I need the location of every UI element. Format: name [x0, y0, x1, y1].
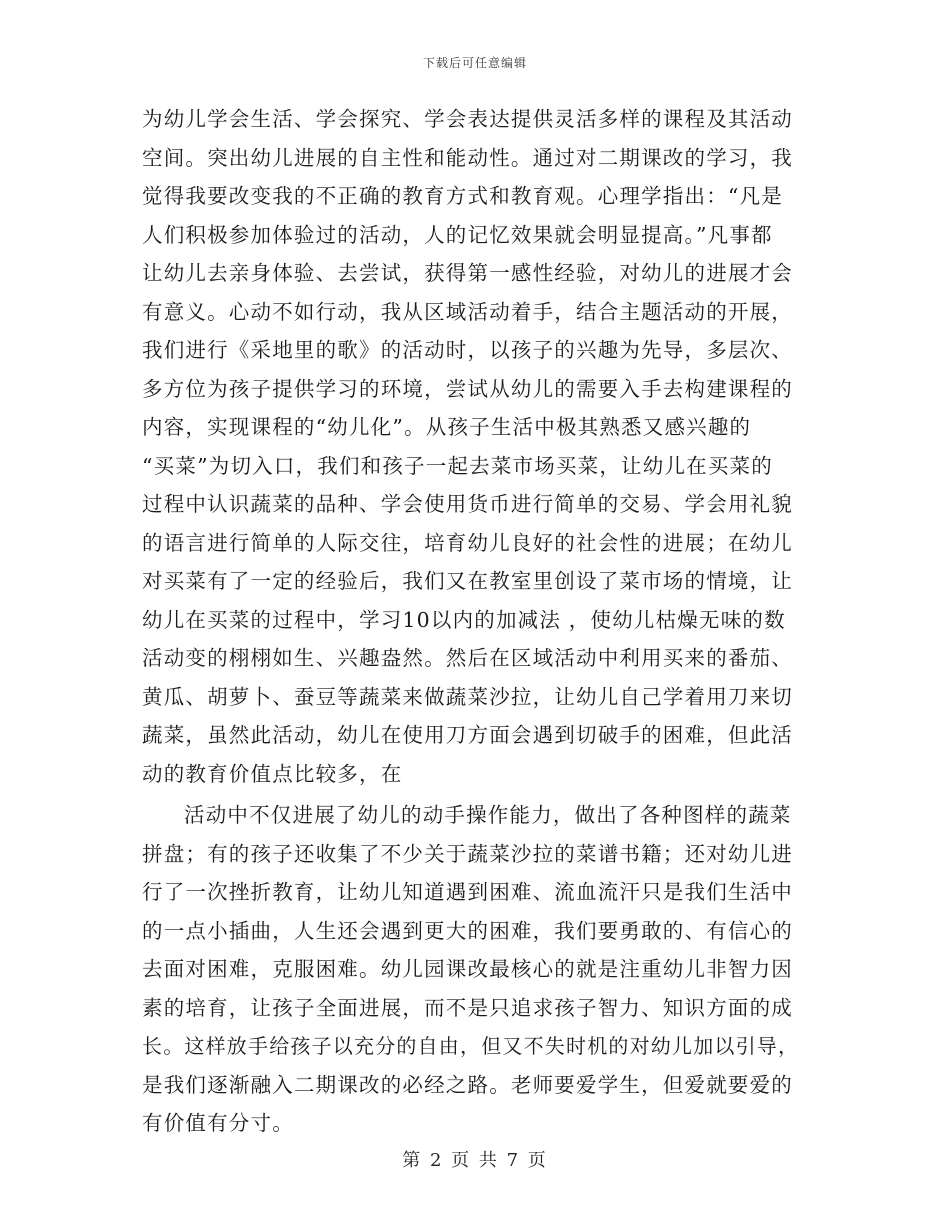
- text-line: “买菜”为切入口，我们和孩子一起去菜市场买菜，让幼儿在买菜的: [142, 453, 773, 478]
- text-line: 让幼儿去亲身体验、去尝试，获得第一感性经验，对幼儿的进展才会: [142, 261, 793, 285]
- text-line: 人们积极参加体验过的活动，人的记忆效果就会明显提高。”凡事都: [142, 222, 773, 247]
- text-line: 是我们逐渐融入二期课改的必经之路。老师要爱学生，但爱就要爱的: [142, 1072, 793, 1097]
- paragraph-2: [142, 796, 812, 1143]
- page-header: 下载后可任意编辑: [422, 56, 527, 70]
- text-line: 有价值有分寸。: [142, 1111, 294, 1135]
- text-line: 蔬菜，虽然此活动，幼儿在使用刀方面会遇到切破手的困难，但此活: [142, 723, 793, 747]
- text-line: 空间。突出幼儿进展的自主性和能动性。通过对二期课改的学习，我: [142, 145, 793, 170]
- text-line: 行了一次挫折教育，让幼儿知道遇到困难、流血流汗只是我们生活中: [142, 880, 793, 904]
- text-line: 有意义。心动不如行动，我从区域活动着手，结合主题活动的开展，: [142, 299, 793, 324]
- text-line: 活动中不仅进展了幼儿的动手操作能力，做出了各种图样的蔬菜: [184, 803, 792, 827]
- text-line: 为幼儿学会生活、学会探究、学会表达提供灵活多样的课程及其活动: [142, 107, 793, 131]
- text-line: 我们进行《采地里的歌》的活动时，以孩子的兴趣为先导，多层次、: [142, 338, 793, 362]
- page-footer: 第 2 页 共 7 页: [402, 1150, 548, 1171]
- text-line: 的一点小插曲，人生还会遇到更大的困难，我们要勇敢的、有信心的: [142, 918, 793, 943]
- text-line: 动的教育价值点比较多，在: [142, 761, 403, 786]
- text-line: 活动变的栩栩如生、兴趣盎然。然后在区域活动中利用买来的番茄、: [142, 646, 793, 670]
- text-line: 的语言进行简单的人际交往，培育幼儿良好的社会性的进展；在幼儿: [142, 530, 793, 555]
- paragraph-1: [142, 100, 812, 793]
- text-line: 幼儿在买菜的过程中，学习10以内的加减法 ，使幼儿枯燥无味的数: [142, 607, 786, 632]
- text-line: 黄瓜、胡萝卜、蚕豆等蔬菜来做蔬菜沙拉，让幼儿自己学着用刀来切: [142, 684, 793, 709]
- text-line: 长。这样放手给孩子以充分的自由，但又不失时机的对幼儿加以引导，: [142, 1034, 800, 1058]
- text-line: 内容，实现课程的“幼儿化”。从孩子生活中极其熟悉又感兴趣的: [142, 415, 752, 439]
- text-line: 素的培育，让孩子全面进展，而不是只追求孩子智力、知识方面的成: [142, 995, 793, 1020]
- text-line: 多方位为孩子提供学习的环境，尝试从幼儿的需要入手去构建课程的: [142, 376, 793, 401]
- text-line: 拼盘；有的孩子还收集了不少关于蔬菜沙拉的菜谱书籍；还对幼儿进: [142, 841, 793, 866]
- text-line: 去面对困难，克服困难。幼儿园课改最核心的就是注重幼儿非智力因: [142, 957, 793, 981]
- text-line: 过程中认识蔬菜的品种、学会使用货币进行简单的交易、学会用礼貌: [142, 492, 793, 516]
- text-line: 觉得我要改变我的不正确的教育方式和教育观。心理学指出：“凡是: [142, 184, 783, 208]
- text-line: 对买菜有了一定的经验后，我们又在教室里创设了菜市场的情境，让: [142, 569, 793, 593]
- page-content: [142, 100, 812, 1143]
